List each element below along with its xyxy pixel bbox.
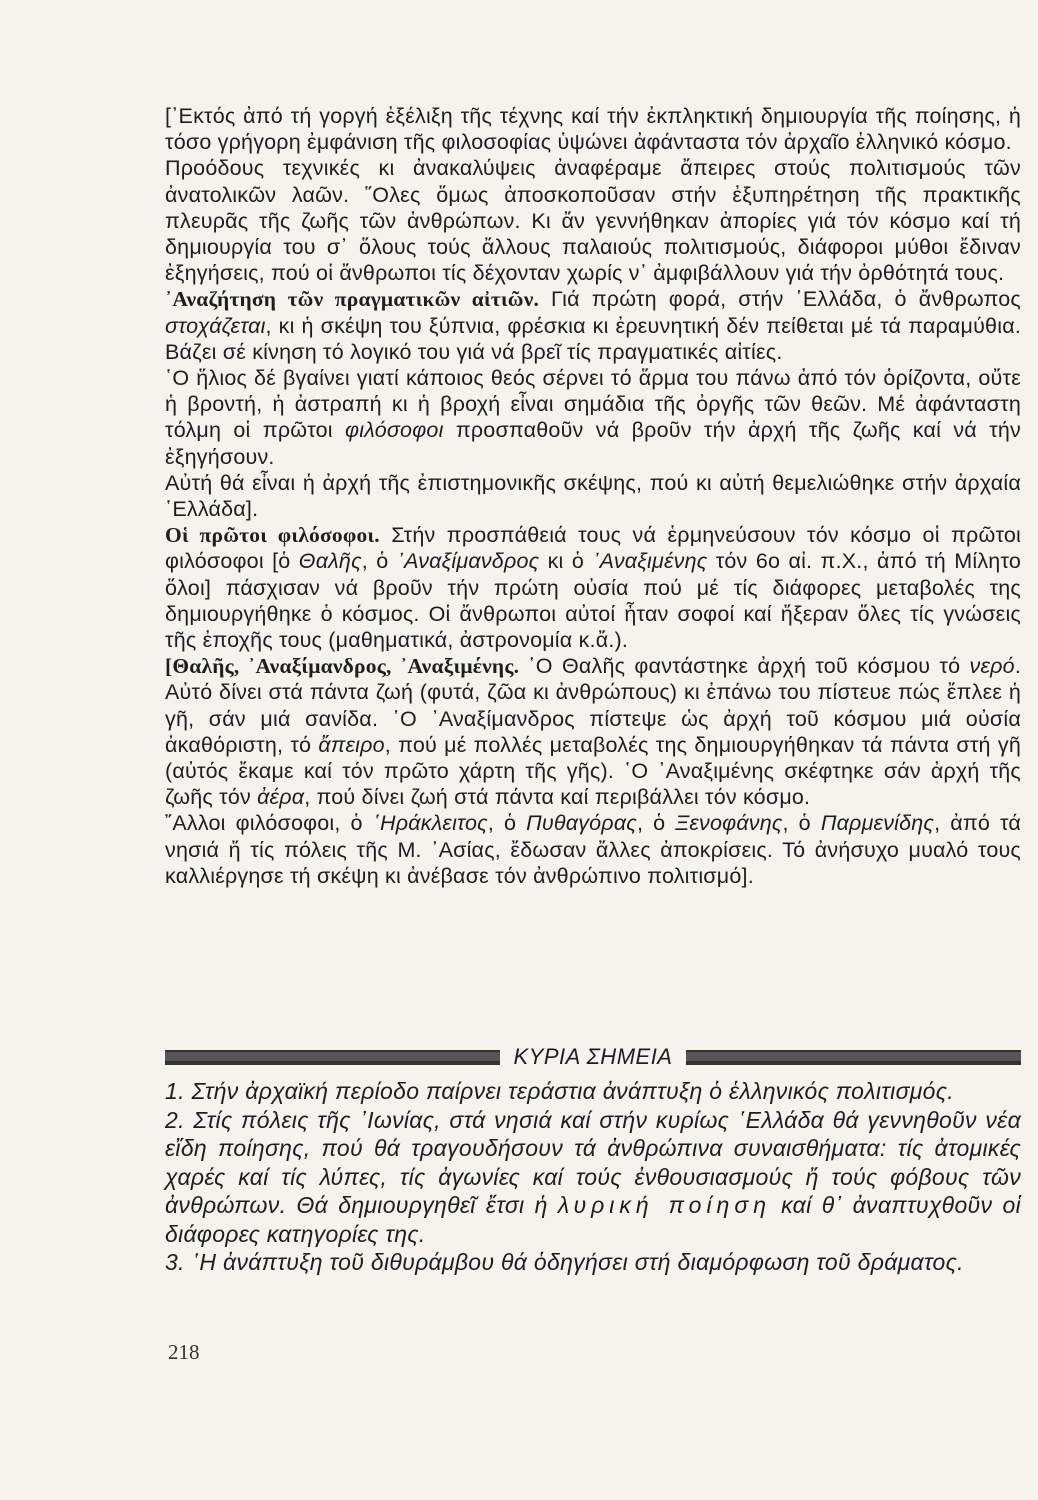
paragraph-search-causes: ᾿Αναζήτηση τῶν πραγματικῶν αἰτιῶν. Γιά πρώτη φορά, στήν ῾Ελλάδα, ὁ ἄνθρωπος στοχάζεται, κι ἡ σκέψη του ξύπνια, φρέσκια κι ἐρευνητική δέν πείθεται μέ τά παραμύθια. Βάζει σέ κίνηση τό λογικό του γιά νά βρεῖ τίς πραγματικές αἰτίες. [165,287,1021,364]
paragraph-scientific-thought: Αὐτή θά εἶναι ἡ ἀρχή τῆς ἐπιστημονικῆς σκέψης, πού κι αὐτή θεμελιώθηκε στήν ἀρχαία ῾Ελλάδα]. [165,470,1021,522]
header-rule-left [165,1050,500,1065]
paragraph-eastern-civilizations: Προόδους τεχνικές κι ἀνακαλύψεις ἀναφέραμε ἄπειρες στούς πολιτισμούς τῶν ἀνατολικῶν λαῶν. ῞Ολες ὅμως ἀποσκοποῦσαν στήν ἐξυπηρέτηση τῆς πρακτικῆς πλευρᾶς τῆς ζωῆς τῶν ἀνθρώπων. Κι ἄν γεννήθηκαν ἀπορίες γιά τόν κόσμο καί τή δημιουργία του σ᾿ ὅλους τούς ἄλλους παλαιούς πολιτισμούς, διάφοροι μύθοι ἔδιναν ἐξηγήσεις, πού οἱ ἄνθρωποι τίς δέχονταν χωρίς ν᾿ ἀμφιβάλλουν γιά τήν ὀρθότητά τους. [165,156,1021,286]
section-heading-first-philosophers: Οἱ πρῶτοι φιλόσοφοι. [165,523,380,548]
paragraph-other-philosophers: ῎Αλλοι φιλόσοφοι, ὁ ῾Ηράκλειτος, ὁ Πυθαγόρας, ὁ Ξενοφάνης, ὁ Παρμενίδης, ἀπό τά νησιά ἤ τίς πόλεις τῆς Μ. ᾿Ασίας, ἔδωσαν ἄλλες ἀποκρίσεις. Τό ἀνήσυχο μυαλό τους καλλιέργησε τή σκέψη κι ἀνέβασε τόν ἀνθρώπινο πολιτισμό]. [165,811,1022,888]
paragraph-intro: [᾿Εκτός ἀπό τή γοργή ἐξέλιξη τῆς τέχνης καί τήν ἐκπληκτική δημιουργία τῆς ποίησης, ἡ τόσο γρήγορη ἐμφάνιση τῆς φιλοσοφίας ὑψώνει ἀφάνταστα τόν ἀρχαῖο ἑλληνικό κόσμο. [165,104,1021,155]
paragraph-thales: [Θαλῆς, ᾿Αναξίμανδρος, ᾿Αναξιμένης. ῾Ο Θαλῆς φαντάστηκε ἀρχή τοῦ κόσμου τό νερό. Αὐτό δίνει στά πάντα ζωή (φυτά, ζῶα κι ἀνθρώπους) κι ἐπάνω του πίστευε πώς ἔπλεε ἡ γῆ, σάν μιά σανίδα. ῾Ο ᾿Αναξίμανδρος πίστεψε ὡς ἀρχή τοῦ κόσμου μιά οὐσία ἀκαθόριστη, τό ἄπειρο, πού μέ πολλές μεταβολές της δημιουργήθηκαν τά πάντα στή γῆ (αὐτός ἔκαμε καί τόν πρῶτο χάρτη τῆς γῆς). ῾Ο ᾿Αναξιμένης σκέφτηκε σάν ἀρχή τῆς ζωῆς τόν ἀέρα, πού δίνει ζωή στά πάντα καί περιβάλλει τόν κόσμο. [165,654,1022,810]
page-number: 218 [168,1340,200,1364]
key-points-title: ΚΥΡΙΑ ΣΗΜΕΙΑ [513,1044,673,1069]
section-heading-thales: [Θαλῆς, ᾿Αναξίμανδρος, ᾿Αναξιμένης. [165,654,520,679]
paragraph-sun-thunder: ῾Ο ἥλιος δέ βγαίνει γιατί κάποιος θεός σέρνει τό ἅρμα του πάνω ἀπό τόν ὁρίζοντα, οὔτε ἡ βροντή, ἡ ἀστραπή κι ἡ βροχή εἶναι σημάδια τῆς ὀργῆς τῶν θεῶν. Μέ ἀφάνταστη τόλμη οἱ πρῶτοι φιλόσοφοι προσπαθοῦν νά βροῦν τήν ἀρχή τῆς ζωῆς καί νά τήν ἐξηγήσουν. [165,366,1021,469]
key-point-2: 2. Στίς πόλεις τῆς ᾿Ιωνίας, στά νησιά καί στήν κυρίως ῾Ελλάδα θά γεννηθοῦν νέα εἴδη ποίησης, πού θά τραγουδήσουν τά ἀνθρώπινα συναισθήματα: τίς ἀτομικές χαρές καί τίς λύπες, τίς ἀγωνίες καί τούς ἐνθουσιασμούς ἤ τούς φόβους τῶν ἀνθρώπων. Θά δημιουργηθεῖ ἔτσι ἡ λυρική ποίηση καί θ᾿ ἀναπτυχθοῦν οἱ διάφορες κατηγορίες της. [165,1106,1021,1247]
key-point-3: 3. ῾Η ἀνάπτυξη τοῦ διθυράμβου θά ὁδηγήσει στή διαμόρφωση τοῦ δράματος. [165,1249,964,1275]
key-points-list [165,1077,1021,1277]
header-rule-right [686,1050,1021,1065]
key-point-1: 1. Στήν ἀρχαϊκή περίοδο παίρνει τεράστια ἀνάπτυξη ὁ ἑλληνικός πολιτισμός. [165,1078,954,1104]
key-points-header [165,1042,1021,1072]
section-heading-search-causes: ᾿Αναζήτηση τῶν πραγματικῶν αἰτιῶν. [165,287,540,312]
paragraph-first-philosophers: Οἱ πρῶτοι φιλόσοφοι. Στήν προσπάθειά τους νά ἑρμηνεύσουν τόν κόσμο οἱ πρῶτοι φιλόσοφοι [ὁ Θαλῆς, ὁ ᾿Αναξίμανδρος κι ὁ ᾿Αναξιμένης τόν 6ο αἰ. π.Χ., ἀπό τή Μίλητο ὅλοι] πάσχισαν νά βροῦν τήν πρώτη οὐσία πού μέ τίς διάφορες μεταβολές της δημιουργήθηκε ὁ κόσμος. Οἱ ἄνθρωποι αὐτοί ἦταν σοφοί καί ἤξεραν ὅλες τίς γνώσεις τῆς ἐποχῆς τους (μαθηματικά, ἀστρονομία κ.ἄ.). [165,523,1021,653]
main-text [165,103,1021,889]
